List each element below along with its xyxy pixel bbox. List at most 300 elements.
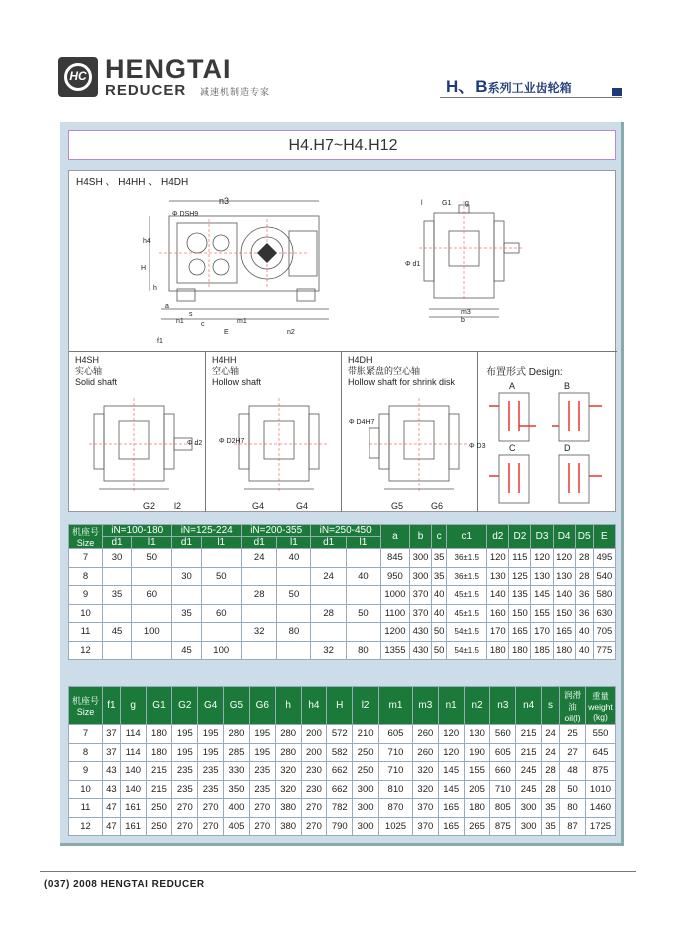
table1-size-cell: 10 — [69, 604, 103, 623]
page-footer: (037) 2008 HENGTAI REDUCER — [44, 879, 205, 890]
table2-row — [69, 743, 616, 762]
table2-cell: 660 — [490, 762, 516, 781]
table2-cell: 114 — [120, 743, 146, 762]
table2-body — [69, 725, 616, 836]
table2-cell: 245 — [516, 762, 542, 781]
series-title — [446, 72, 572, 97]
table2-size-cell: 11 — [69, 799, 103, 818]
table1-size-cell: 12 — [69, 641, 103, 660]
table2-cell: 215 — [146, 780, 172, 799]
page-header — [0, 0, 680, 112]
dim-g: g — [465, 200, 469, 207]
dimension-table-2 — [68, 686, 616, 836]
table1-cell: 28 — [575, 549, 593, 568]
table2-cell: 710 — [490, 780, 516, 799]
table1-cell — [311, 549, 347, 568]
table1-cell — [241, 567, 277, 586]
table1-cell: 40 — [432, 604, 447, 623]
table1-cell: 150 — [509, 604, 531, 623]
table2-col-header: m3 — [412, 687, 438, 725]
table2-cell: 145 — [438, 780, 464, 799]
table1-cell — [277, 641, 311, 660]
dim-n1: n1 — [176, 318, 184, 325]
table2-cell: 782 — [327, 799, 353, 818]
table1-cell: 180 — [553, 641, 575, 660]
table1-cell: 36±1.5 — [447, 549, 487, 568]
table1-cell: 150 — [553, 604, 575, 623]
table2-cell: 605 — [379, 725, 413, 744]
table2-cell: 280 — [275, 743, 301, 762]
table1-sub-header: d1 — [311, 537, 347, 549]
table2-cell: 270 — [301, 799, 327, 818]
table1-sub-header: l1 — [132, 537, 172, 549]
table2-cell: 180 — [146, 743, 172, 762]
table1-cell — [277, 567, 311, 586]
table1-cell: 130 — [553, 567, 575, 586]
table1-col-header: D2 — [509, 525, 531, 549]
table1-cell: 45±1.5 — [447, 604, 487, 623]
header-accent-bar — [612, 88, 622, 96]
table1-cell: 36±1.5 — [447, 567, 487, 586]
table2-cell: 24 — [542, 743, 560, 762]
table2-cell: 400 — [224, 799, 250, 818]
dimension-table-1 — [68, 524, 616, 660]
table2-cell: 560 — [490, 725, 516, 744]
table2-col-header: h4 — [301, 687, 327, 725]
table2-row — [69, 799, 616, 818]
dh-cn: 带胀紧盘的空心轴 — [348, 366, 421, 376]
table2-cell: 120 — [438, 725, 464, 744]
table2-col-header: g — [120, 687, 146, 725]
table1-cell: 1355 — [380, 641, 409, 660]
dh-code: H4DH — [348, 355, 373, 365]
drawing-top-label: H4SH 、 H4HH 、 H4DH — [76, 177, 189, 188]
table1-cell — [201, 549, 241, 568]
design-arrangement-icons — [484, 391, 614, 506]
table1-cell: 54±1.5 — [447, 641, 487, 660]
table2-cell: 43 — [103, 780, 121, 799]
table1-cell: 1000 — [380, 586, 409, 605]
dh-label — [348, 355, 455, 388]
table2-cell: 235 — [172, 780, 198, 799]
table2-cell: 250 — [146, 817, 172, 836]
table2-weight-header: 重量 weight (kg) — [586, 687, 616, 725]
dim-a: a — [165, 303, 169, 310]
table2-cell: 405 — [224, 817, 250, 836]
hh-code: H4HH — [212, 355, 237, 365]
table2-cell: 195 — [198, 743, 224, 762]
table2-col-header: n3 — [490, 687, 516, 725]
table1-range-header: iN=125-224 — [172, 525, 241, 537]
table2-cell: 195 — [198, 725, 224, 744]
table2-cell: 260 — [412, 743, 438, 762]
table2-col-header: G4 — [198, 687, 224, 725]
table2-cell: 235 — [249, 762, 275, 781]
table1-cell: 135 — [509, 586, 531, 605]
table1-col-header: c — [432, 525, 447, 549]
table2-cell: 161 — [120, 817, 146, 836]
table2-cell: 195 — [249, 725, 275, 744]
table2-cell: 645 — [586, 743, 616, 762]
table1-cell: 140 — [487, 586, 509, 605]
table2-col-header: n4 — [516, 687, 542, 725]
table1-cell — [346, 549, 380, 568]
table1-col-header: D5 — [575, 525, 593, 549]
sh-en: Solid shaft — [75, 377, 118, 387]
table1-cell: 80 — [277, 623, 311, 642]
table1-cell — [103, 641, 132, 660]
table2-cell: 155 — [464, 762, 490, 781]
drawing-divider-1 — [205, 351, 206, 512]
table2-cell: 190 — [464, 743, 490, 762]
table2-cell: 572 — [327, 725, 353, 744]
table2-col-header: n1 — [438, 687, 464, 725]
table1-sub-header: d1 — [241, 537, 277, 549]
table1-cell: 50 — [346, 604, 380, 623]
table1-cell: 28 — [241, 586, 277, 605]
table1-range-header: iN=200-355 — [241, 525, 310, 537]
model-title-box — [68, 130, 616, 160]
table1-cell — [103, 567, 132, 586]
table1-size-cell: 7 — [69, 549, 103, 568]
table2-row — [69, 780, 616, 799]
hh-en: Hollow shaft — [212, 377, 262, 387]
table2-cell: 180 — [464, 799, 490, 818]
table2-col-header: h — [275, 687, 301, 725]
dim-D3: Φ D3 — [469, 443, 486, 450]
table2-cell: 47 — [103, 817, 121, 836]
table2-col-header: n2 — [464, 687, 490, 725]
table1-cell — [132, 641, 172, 660]
table2-size-cell: 8 — [69, 743, 103, 762]
spec-panel — [60, 122, 624, 846]
table2-cell: 870 — [379, 799, 413, 818]
table2-cell: 130 — [464, 725, 490, 744]
table1-cell: 120 — [531, 549, 553, 568]
table1-cell: 130 — [487, 567, 509, 586]
table1-cell — [172, 623, 201, 642]
brand-slogan: 减速机制造专家 — [200, 87, 271, 97]
table1-col-header: c1 — [447, 525, 487, 549]
table1-col-header: b — [409, 525, 431, 549]
table2-cell: 370 — [412, 817, 438, 836]
table2-cell: 280 — [224, 725, 250, 744]
table2-cell: 24 — [542, 725, 560, 744]
table1-size-cell: 9 — [69, 586, 103, 605]
dim-l2: l2 — [174, 501, 182, 511]
table2-cell: 165 — [438, 817, 464, 836]
table2-cell: 140 — [120, 762, 146, 781]
table2-cell: 245 — [516, 780, 542, 799]
table1-sub-header: l1 — [277, 537, 311, 549]
dim-n3: n3 — [219, 196, 230, 206]
table1-cell: 35 — [103, 586, 132, 605]
table2-row — [69, 817, 616, 836]
drawing-divider-2 — [341, 351, 342, 512]
dh-view-drawing — [369, 396, 474, 501]
table2-col-header: G5 — [224, 687, 250, 725]
table2-cell: 270 — [301, 817, 327, 836]
table1-cell: 130 — [531, 567, 553, 586]
logo-text: HC — [69, 69, 87, 83]
table2-cell: 270 — [249, 817, 275, 836]
table2-cell: 180 — [146, 725, 172, 744]
table2-cell: 550 — [586, 725, 616, 744]
table2-cell: 260 — [412, 725, 438, 744]
table2-cell: 140 — [120, 780, 146, 799]
table2-size-cell: 10 — [69, 780, 103, 799]
table2-size-cell: 7 — [69, 725, 103, 744]
table2-cell: 47 — [103, 799, 121, 818]
table1-cell: 30 — [172, 567, 201, 586]
table2-cell: 235 — [198, 780, 224, 799]
table2-cell: 270 — [198, 817, 224, 836]
table1-body — [69, 549, 616, 660]
table1-size-cell: 11 — [69, 623, 103, 642]
table1-cell: 845 — [380, 549, 409, 568]
table1-cell: 50 — [277, 586, 311, 605]
table1-col-header: D4 — [553, 525, 575, 549]
table1-cell: 170 — [531, 623, 553, 642]
dim-h: h — [153, 285, 157, 292]
table2-cell: 350 — [224, 780, 250, 799]
dim-G1: G1 — [442, 200, 452, 207]
table1-cell: 155 — [531, 604, 553, 623]
table2-cell: 710 — [379, 762, 413, 781]
dim-G5: G5 — [391, 501, 404, 511]
table2-cell: 300 — [353, 799, 379, 818]
table2-cell: 114 — [120, 725, 146, 744]
table1-col-header: d2 — [487, 525, 509, 549]
brand-name: HENGTAI — [105, 54, 232, 84]
table1-cell: 145 — [531, 586, 553, 605]
table2-cell: 875 — [490, 817, 516, 836]
table1-cell: 35 — [432, 567, 447, 586]
table1-cell: 50 — [201, 567, 241, 586]
table1-cell: 100 — [201, 641, 241, 660]
table2-col-header: G2 — [172, 687, 198, 725]
table2-cell: 250 — [353, 762, 379, 781]
dim-E: E — [224, 329, 229, 336]
table2-cell: 1460 — [586, 799, 616, 818]
table2-cell: 48 — [560, 762, 586, 781]
table1-cell: 80 — [346, 641, 380, 660]
table2-cell: 37 — [103, 743, 121, 762]
table2-cell: 790 — [327, 817, 353, 836]
design-d-label: D — [564, 443, 571, 453]
table1-cell: 45 — [172, 641, 201, 660]
table1-cell: 35 — [172, 604, 201, 623]
table2-cell: 43 — [103, 762, 121, 781]
drawing-divider — [69, 351, 617, 352]
dim-b: b — [461, 317, 465, 324]
table1-cell: 430 — [409, 623, 431, 642]
table1-cell — [311, 623, 347, 642]
table1-cell: 24 — [241, 549, 277, 568]
table2-cell: 280 — [275, 725, 301, 744]
table1-cell: 140 — [553, 586, 575, 605]
table1-cell: 28 — [311, 604, 347, 623]
design-label: 布置形式 Design: — [486, 367, 563, 378]
table2-size-cell: 12 — [69, 817, 103, 836]
table2-cell: 320 — [412, 762, 438, 781]
sh-cn: 实心轴 — [75, 366, 103, 376]
table1-cell: 120 — [553, 549, 575, 568]
table1-cell: 40 — [575, 641, 593, 660]
dim-G2: G2 — [143, 501, 156, 511]
table1-size-header: 机座号 Size — [69, 525, 103, 549]
hengtai-logo — [58, 57, 98, 97]
table1-cell: 180 — [487, 641, 509, 660]
table1-row — [69, 641, 616, 660]
table2-size-header: 机座号 Size — [69, 687, 103, 725]
table2-cell: 875 — [586, 762, 616, 781]
series-suffix: 系列工业齿轮箱 — [487, 81, 572, 95]
table2-oil-header: 润滑油 oil(l) — [560, 687, 586, 725]
side-view-drawing — [419, 191, 529, 321]
table1-cell — [132, 604, 172, 623]
table1-cell: 300 — [409, 567, 431, 586]
table1-cell: 775 — [593, 641, 615, 660]
table2-cell: 370 — [412, 799, 438, 818]
table2-cell: 810 — [379, 780, 413, 799]
table1-cell — [201, 586, 241, 605]
table1-cell: 1200 — [380, 623, 409, 642]
table1-cell: 40 — [432, 586, 447, 605]
table2-col-header: l2 — [353, 687, 379, 725]
hh-label — [212, 355, 261, 388]
table1-row — [69, 549, 616, 568]
table2-cell: 200 — [301, 725, 327, 744]
table1-row — [69, 604, 616, 623]
table1-cell — [346, 586, 380, 605]
table2-cell: 161 — [120, 799, 146, 818]
table2-cell: 582 — [327, 743, 353, 762]
table2-cell: 145 — [438, 762, 464, 781]
table1-row — [69, 623, 616, 642]
table2-cell: 285 — [224, 743, 250, 762]
table2-cell: 320 — [412, 780, 438, 799]
table1-cell: 35 — [432, 549, 447, 568]
brand-subname: REDUCER — [105, 82, 187, 99]
table1-cell: 24 — [311, 567, 347, 586]
dim-d1: Φ d1 — [405, 261, 421, 268]
table2-cell: 1025 — [379, 817, 413, 836]
footer-divider — [40, 871, 636, 872]
table2-cell: 28 — [542, 762, 560, 781]
table2-cell: 230 — [301, 762, 327, 781]
table1-cell: 40 — [277, 549, 311, 568]
table2-cell: 230 — [301, 780, 327, 799]
table1-cell: 30 — [103, 549, 132, 568]
table2-cell: 300 — [353, 817, 379, 836]
table2-cell: 50 — [560, 780, 586, 799]
table1-row — [69, 586, 616, 605]
table2-cell: 235 — [249, 780, 275, 799]
table2-cell: 210 — [353, 725, 379, 744]
table2-cell: 330 — [224, 762, 250, 781]
table1-col-header: E — [593, 525, 615, 549]
table1-cell: 370 — [409, 586, 431, 605]
table2-cell: 215 — [516, 725, 542, 744]
table1-range-header: iN=100-180 — [103, 525, 172, 537]
table1-cell — [132, 567, 172, 586]
table1-cell: 36 — [575, 586, 593, 605]
table1-cell: 50 — [432, 641, 447, 660]
table1-cell: 36 — [575, 604, 593, 623]
table1-cell: 60 — [201, 604, 241, 623]
table2-cell: 662 — [327, 780, 353, 799]
drawing-divider-3 — [477, 351, 478, 512]
table1-cell: 32 — [311, 641, 347, 660]
table1-cell — [172, 549, 201, 568]
table1-col-header: D3 — [531, 525, 553, 549]
table1-cell: 630 — [593, 604, 615, 623]
dim-h4: h4 — [143, 238, 151, 245]
table1-cell: 160 — [487, 604, 509, 623]
dim-m1: m1 — [237, 318, 247, 325]
dim-D2H7: Φ D2H7 — [219, 438, 245, 445]
table2-cell: 270 — [172, 817, 198, 836]
table1-cell — [277, 604, 311, 623]
table2-cell: 805 — [490, 799, 516, 818]
table1-cell: 115 — [509, 549, 531, 568]
table2-header-row — [69, 687, 616, 725]
table1-cell: 28 — [575, 567, 593, 586]
table1-sub-header: l1 — [201, 537, 241, 549]
table1-cell — [172, 586, 201, 605]
drawing-area — [68, 170, 616, 512]
hh-cn: 空心轴 — [212, 366, 240, 376]
table2-cell: 25 — [560, 725, 586, 744]
table1-col-header: a — [380, 525, 409, 549]
table1-cell: 370 — [409, 604, 431, 623]
table2-cell: 200 — [301, 743, 327, 762]
table1-cell: 185 — [531, 641, 553, 660]
table2-cell: 380 — [275, 817, 301, 836]
dim-D4H7: Φ D4H7 — [349, 419, 375, 426]
table1-cell: 165 — [509, 623, 531, 642]
design-a-label: A — [509, 381, 516, 391]
table1-cell: 180 — [509, 641, 531, 660]
table1-cell: 1100 — [380, 604, 409, 623]
table2-cell: 28 — [542, 780, 560, 799]
table1-sub-header: l1 — [346, 537, 380, 549]
dim-G4-right: G4 — [296, 501, 309, 511]
table2-cell: 300 — [353, 780, 379, 799]
table1-cell: 50 — [132, 549, 172, 568]
table1-cell: 54±1.5 — [447, 623, 487, 642]
table2-row — [69, 762, 616, 781]
table2-cell: 215 — [146, 762, 172, 781]
table2-cell: 710 — [379, 743, 413, 762]
table2-col-header: m1 — [379, 687, 413, 725]
table2-col-header: H — [327, 687, 353, 725]
design-c-label: C — [509, 443, 516, 453]
table1-header-row — [69, 525, 616, 537]
table2-cell: 320 — [275, 780, 301, 799]
table2-cell: 250 — [146, 799, 172, 818]
table2-cell: 1725 — [586, 817, 616, 836]
table2-cell: 205 — [464, 780, 490, 799]
table2-cell: 250 — [353, 743, 379, 762]
table1-cell: 705 — [593, 623, 615, 642]
table1-cell: 125 — [509, 567, 531, 586]
header-divider — [440, 97, 622, 98]
table1-cell: 45 — [103, 623, 132, 642]
table2-row — [69, 725, 616, 744]
table1-cell: 540 — [593, 567, 615, 586]
